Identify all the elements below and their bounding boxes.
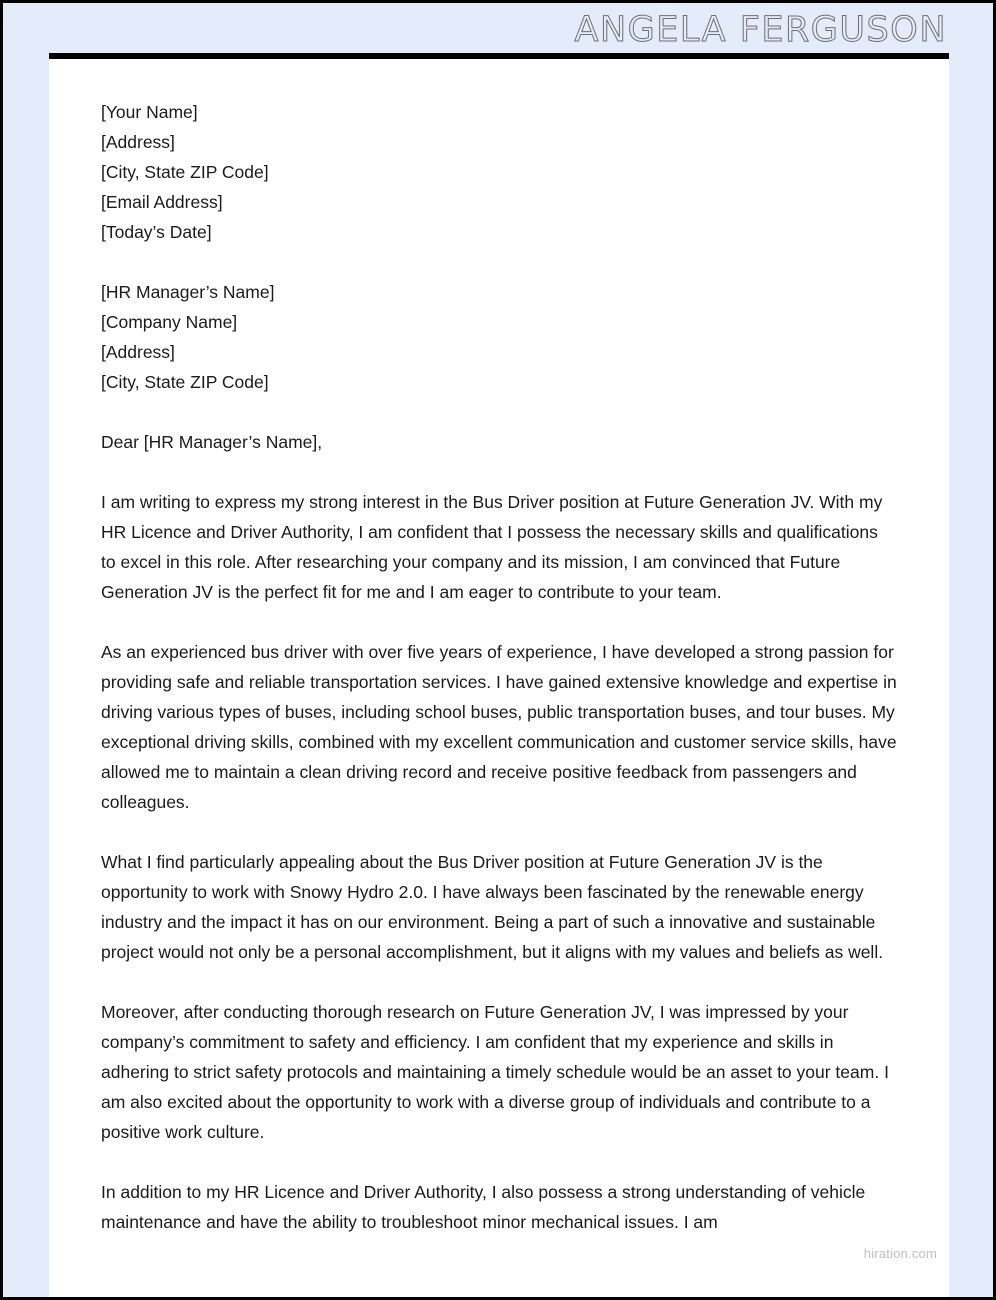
candidate-name: ANGELA FERGUSON [574, 10, 947, 50]
watermark: hiration.com [863, 1246, 937, 1261]
recipient-line: [Company Name] [101, 312, 238, 332]
sender-line: [Today’s Date] [101, 222, 212, 242]
recipient-line: [City, State ZIP Code] [101, 372, 269, 392]
recipient-line: [HR Manager’s Name] [101, 282, 275, 302]
letter-paragraph: What I find particularly appealing about the Bus Driver position at Future Generation JV is the opportunity to work with Snowy Hydro 2.0. I have always been fascinated by the renewable energy industry and the impact it has on our environment. Being a part of such a innovative and sustainable project would not only be a personal accomplishment, but it aligns with my values and beliefs as well. [101, 852, 884, 962]
spacer [101, 457, 897, 487]
sender-line: [Address] [101, 132, 175, 152]
cover-letter-body [101, 97, 897, 1237]
salutation: Dear [HR Manager’s Name], [101, 432, 323, 452]
spacer [101, 397, 897, 427]
letter-paragraph: In addition to my HR Licence and Driver Authority, I also possess a strong understanding of vehicle maintenance and have the ability to troubleshoot minor mechanical issues. I am [101, 1182, 866, 1232]
letter-paragraph: I am writing to express my strong interest in the Bus Driver position at Future Generation JV. With my HR Licence and Driver Authority, I am confident that I possess the necessary skills and qualifications to excel in this role. After researching your company and its mission, I am convinced that Future Generation JV is the perfect fit for me and I am eager to contribute to your team. [101, 492, 883, 602]
cover-letter-sheet [49, 59, 949, 1300]
letter-paragraph: Moreover, after conducting thorough research on Future Generation JV, I was impressed by your company’s commitment to safety and efficiency. I am confident that my experience and skills in adhering to strict safety protocols and maintaining a timely schedule would be an asset to your team. I am also excited about the opportunity to work with a diverse group of individuals and contribute to a positive work culture. [101, 1002, 889, 1142]
sender-line: [Your Name] [101, 102, 198, 122]
sender-line: [Email Address] [101, 192, 223, 212]
letter-paragraph: As an experienced bus driver with over five years of experience, I have developed a strong passion for providing safe and reliable transportation services. I have gained extensive knowledge and expertise in driving various types of buses, including school buses, public transportation buses, and tour buses. My exceptional driving skills, combined with my excellent communication and customer service skills, have allowed me to maintain a clean driving record and receive positive feedback from passengers and colleagues. [101, 642, 897, 812]
document-header [3, 3, 993, 57]
sender-line: [City, State ZIP Code] [101, 162, 269, 182]
spacer [101, 247, 897, 277]
recipient-line: [Address] [101, 342, 175, 362]
